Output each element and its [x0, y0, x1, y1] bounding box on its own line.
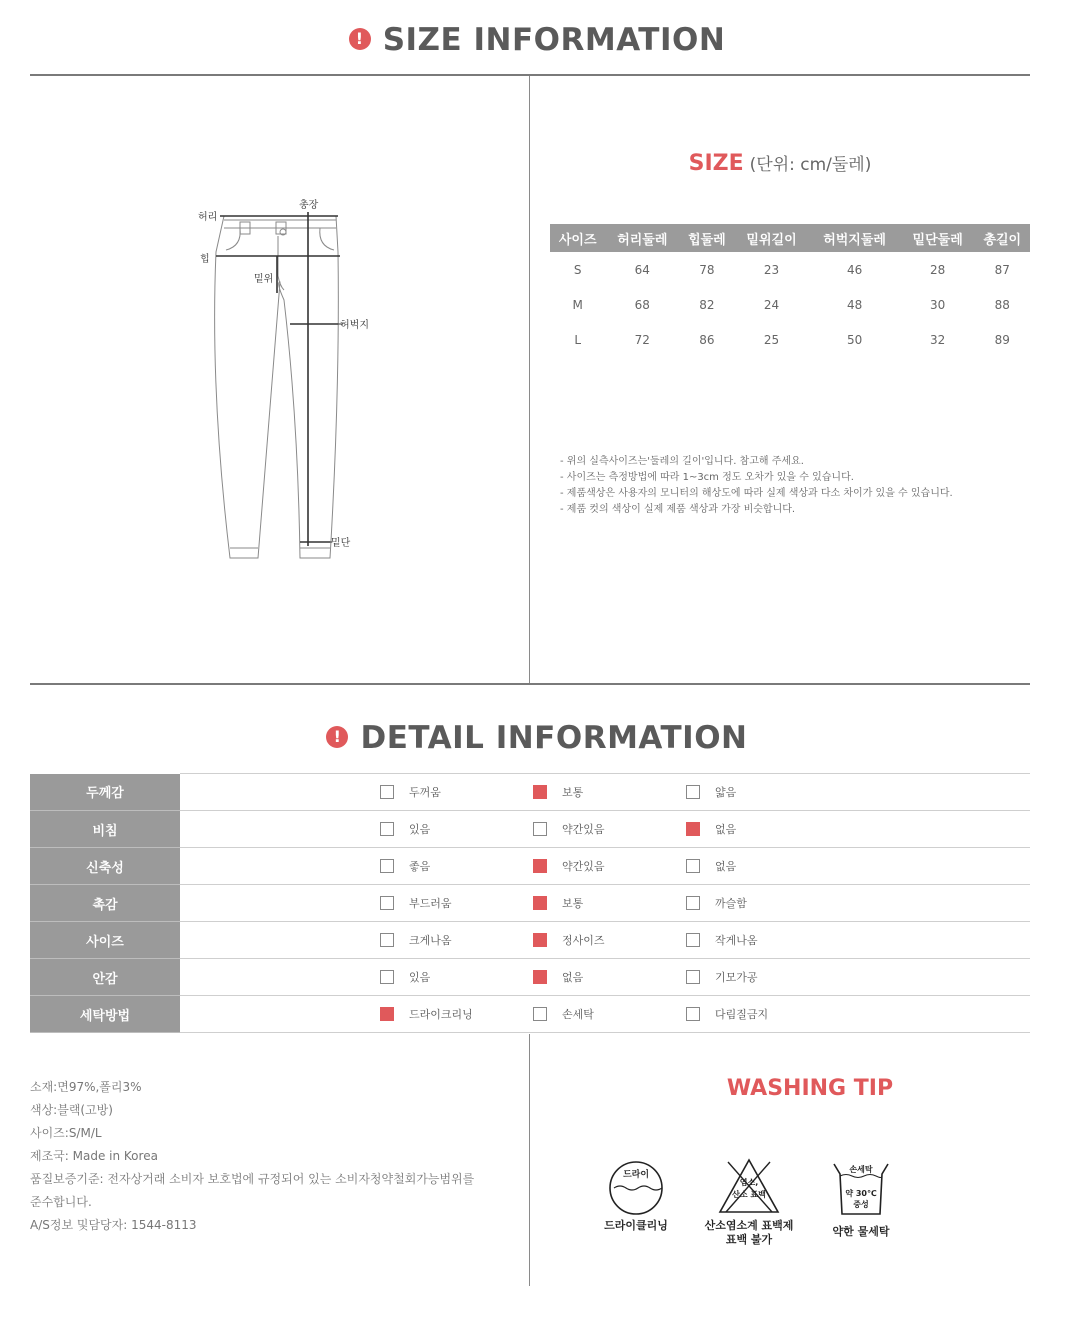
size-table-header: 허리둘레 [605, 224, 679, 252]
detail-option[interactable] [380, 895, 452, 911]
size-table-cell: 89 [994, 332, 1010, 347]
dry-clean-icon-text: 드라이 [622, 1170, 650, 1180]
detail-option[interactable] [533, 784, 583, 800]
detail-row [30, 774, 1030, 811]
detail-option-label: 얇음 [715, 786, 737, 799]
size-table-cell: 87 [994, 262, 1010, 277]
checkbox[interactable] [686, 896, 700, 910]
checkbox[interactable] [686, 859, 700, 873]
detail-option[interactable] [533, 821, 605, 837]
detail-option-label: 크게나옴 [409, 934, 452, 947]
detail-option[interactable] [380, 932, 452, 948]
detail-row-label: 두께감 [30, 774, 180, 811]
size-table-cell: 25 [763, 332, 780, 347]
detail-option[interactable] [380, 821, 430, 837]
checkbox[interactable] [686, 970, 700, 984]
diagram-label-length: 총장 [299, 200, 319, 211]
diagram-label-waist: 허리 [198, 212, 218, 223]
detail-row [30, 811, 1030, 848]
size-table-cell: 50 [846, 332, 863, 347]
checkbox-checked[interactable] [533, 859, 547, 873]
size-information-title-text: SIZE INFORMATION [382, 22, 726, 58]
size-table-cell: 72 [634, 332, 650, 347]
hand-wash-caption: 약한 물세탁 [832, 1225, 890, 1238]
size-table-header-row [550, 224, 1030, 252]
detail-option-label: 정사이즈 [562, 934, 605, 947]
size-table-cell: 64 [634, 262, 650, 277]
detail-option[interactable] [686, 1006, 768, 1022]
size-table-row [550, 252, 1030, 287]
size-unit: (단위: cm/둘레) [749, 155, 872, 175]
detail-option-label: 약간있음 [562, 823, 605, 836]
exclamation-icon: ! [349, 28, 371, 50]
checkbox-checked[interactable] [533, 785, 547, 799]
detail-row-label: 세탁방법 [30, 996, 180, 1033]
detail-option-label: 부드러움 [409, 897, 452, 910]
size-table-cell: 30 [930, 297, 946, 312]
size-note: - 위의 실측사이즈는'둘레의 길이'입니다. 참고해 주세요. [560, 456, 804, 467]
detail-option[interactable] [380, 969, 430, 985]
checkbox-checked[interactable] [533, 896, 547, 910]
size-table-cell: 78 [699, 262, 715, 277]
detail-row [30, 996, 1030, 1033]
size-table-cell: 28 [930, 262, 946, 277]
detail-option[interactable] [380, 1006, 473, 1022]
material-line: 품질보증기준: 전자상거래 소비자 보호법에 규정되어 있는 소비자청약철회가능범위를 [30, 1172, 475, 1186]
material-line: A/S정보 및담당자: 1544-8113 [30, 1218, 197, 1232]
checkbox[interactable] [533, 822, 547, 836]
detail-option[interactable] [533, 895, 583, 911]
hand-wash-icon-text-bottom: 중성 [853, 1200, 869, 1209]
size-table-row [550, 322, 1030, 357]
detail-option[interactable] [686, 932, 758, 948]
detail-option-label: 다림질금지 [715, 1008, 769, 1021]
divider [30, 683, 1030, 685]
material-line: 색상:블랙(고방) [30, 1103, 113, 1117]
no-bleach-icon-text-bottom: 산소 표백 [732, 1190, 766, 1199]
diagram-label-hip: 힙 [200, 254, 210, 265]
dry-clean-caption: 드라이클리닝 [604, 1219, 668, 1232]
detail-row-options [180, 922, 1030, 959]
detail-option-label: 없음 [715, 860, 737, 873]
pants-diagram [180, 190, 410, 570]
size-table-row [550, 287, 1030, 322]
checkbox-checked[interactable] [533, 933, 547, 947]
checkbox-checked[interactable] [533, 970, 547, 984]
material-line: 준수합니다. [30, 1195, 92, 1209]
size-table-cell: 23 [763, 262, 780, 277]
hand-wash-icon [832, 1160, 890, 1220]
hand-wash-icon-text-mid: 약 30℃ [845, 1189, 877, 1198]
detail-row-label: 안감 [30, 959, 180, 996]
no-bleach-icon [716, 1156, 782, 1216]
checkbox[interactable] [380, 859, 394, 873]
size-table-header: 밑단둘레 [901, 224, 975, 252]
detail-row-label: 촉감 [30, 885, 180, 922]
diagram-label-rise: 밑위 [254, 274, 274, 285]
detail-table [30, 773, 1030, 1033]
size-table-header: 사이즈 [550, 224, 605, 252]
detail-option-label: 있음 [409, 971, 431, 984]
checkbox-checked[interactable] [686, 822, 700, 836]
checkbox[interactable] [380, 822, 394, 836]
detail-information-title [0, 720, 1074, 756]
material-line: 제조국: Made in Korea [30, 1149, 158, 1163]
checkbox[interactable] [380, 785, 394, 799]
checkbox-checked[interactable] [380, 1007, 394, 1021]
detail-option-label: 드라이크리닝 [409, 1008, 473, 1021]
size-table-header: 총길이 [975, 224, 1030, 252]
detail-option-label: 있음 [409, 823, 431, 836]
material-info [30, 1076, 530, 1237]
size-table-header: 힙둘레 [679, 224, 734, 252]
size-table-cell: 24 [763, 297, 780, 312]
detail-row-label: 사이즈 [30, 922, 180, 959]
size-word: SIZE [688, 151, 744, 176]
size-table-cell: 68 [634, 297, 650, 312]
size-table [550, 224, 1030, 357]
no-bleach-caption-line1: 산소염소계 표백제 [704, 1219, 794, 1232]
detail-option-label: 좋음 [409, 860, 431, 873]
detail-option[interactable] [380, 858, 430, 874]
detail-row-options [180, 774, 1030, 811]
detail-option-label: 손세탁 [562, 1008, 594, 1021]
detail-option[interactable] [380, 784, 441, 800]
detail-row [30, 922, 1030, 959]
diagram-label-hem: 밑단 [331, 538, 351, 549]
size-table-header: 밑위길이 [735, 224, 809, 252]
checkbox[interactable] [686, 1007, 700, 1021]
checkbox[interactable] [686, 933, 700, 947]
detail-option-label: 작게나옴 [715, 934, 758, 947]
size-note: - 제품색상은 사용자의 모니터의 해상도에 따라 실제 색상과 다소 차이가 있을 수 있습니다. [560, 488, 953, 499]
hand-wash-icon-text-top: 손세탁 [849, 1165, 873, 1174]
detail-row-label: 비침 [30, 811, 180, 848]
size-table-cell: 82 [699, 297, 715, 312]
detail-option-label: 보통 [562, 786, 584, 799]
washing-tip-title: WASHING TIP [726, 1076, 894, 1101]
material-line: 소재:면97%,폴리3% [30, 1080, 142, 1094]
detail-option-label: 없음 [562, 971, 584, 984]
size-note: - 사이즈는 측정방법에 따라 1~3cm 정도 오차가 있을 수 있습니다. [560, 472, 854, 483]
size-table-cell: 46 [846, 262, 863, 277]
detail-option[interactable] [686, 969, 758, 985]
no-bleach-icon-text-top: 염소, [739, 1178, 759, 1187]
size-table-cell: 88 [994, 297, 1010, 312]
detail-option-label: 기모가공 [715, 971, 758, 984]
detail-information-title-text: DETAIL INFORMATION [360, 720, 748, 756]
size-note: - 제품 컷의 색상이 실제 제품 색상과 가장 비슷합니다. [560, 504, 796, 515]
checkbox[interactable] [533, 1007, 547, 1021]
checkbox[interactable] [380, 896, 394, 910]
no-bleach-caption [694, 1219, 804, 1247]
detail-row-options [180, 885, 1030, 922]
size-heading [530, 150, 1030, 176]
detail-option-label: 없음 [715, 823, 737, 836]
detail-option[interactable] [533, 969, 583, 985]
detail-option-label: 보통 [562, 897, 584, 910]
detail-row-label: 신축성 [30, 848, 180, 885]
size-table-cell: 48 [846, 297, 863, 312]
detail-row [30, 959, 1030, 996]
size-information-title [0, 22, 1074, 58]
detail-row [30, 848, 1030, 885]
checkbox[interactable] [380, 933, 394, 947]
detail-row-options [180, 848, 1030, 885]
detail-option[interactable] [533, 932, 605, 948]
exclamation-icon: ! [326, 726, 348, 748]
detail-option[interactable] [533, 858, 605, 874]
material-line: 사이즈:S/M/L [30, 1126, 102, 1140]
diagram-label-thigh: 허벅지 [340, 320, 369, 331]
checkbox[interactable] [380, 970, 394, 984]
size-table-cell: 32 [930, 332, 946, 347]
detail-option-label: 약간있음 [562, 860, 605, 873]
detail-option[interactable] [533, 1006, 594, 1022]
detail-option-label: 까슬함 [715, 897, 747, 910]
dry-clean-icon [606, 1160, 666, 1216]
detail-row-options [180, 811, 1030, 848]
size-table-cell: 86 [699, 332, 715, 347]
detail-option-label: 두꺼움 [409, 786, 441, 799]
divider [30, 74, 1030, 76]
size-table-cell: S [573, 262, 582, 277]
detail-option[interactable] [686, 895, 747, 911]
detail-row-options [180, 996, 1030, 1033]
size-table-cell: L [574, 332, 582, 347]
detail-option[interactable] [686, 858, 736, 874]
detail-option[interactable] [686, 821, 736, 837]
checkbox[interactable] [686, 785, 700, 799]
detail-row-options [180, 959, 1030, 996]
size-table-cell: M [572, 297, 583, 312]
no-bleach-caption-line2: 표백 불가 [725, 1233, 773, 1246]
detail-option[interactable] [686, 784, 736, 800]
detail-row [30, 885, 1030, 922]
size-notes [560, 454, 953, 518]
size-table-header: 허벅지둘레 [808, 224, 900, 252]
